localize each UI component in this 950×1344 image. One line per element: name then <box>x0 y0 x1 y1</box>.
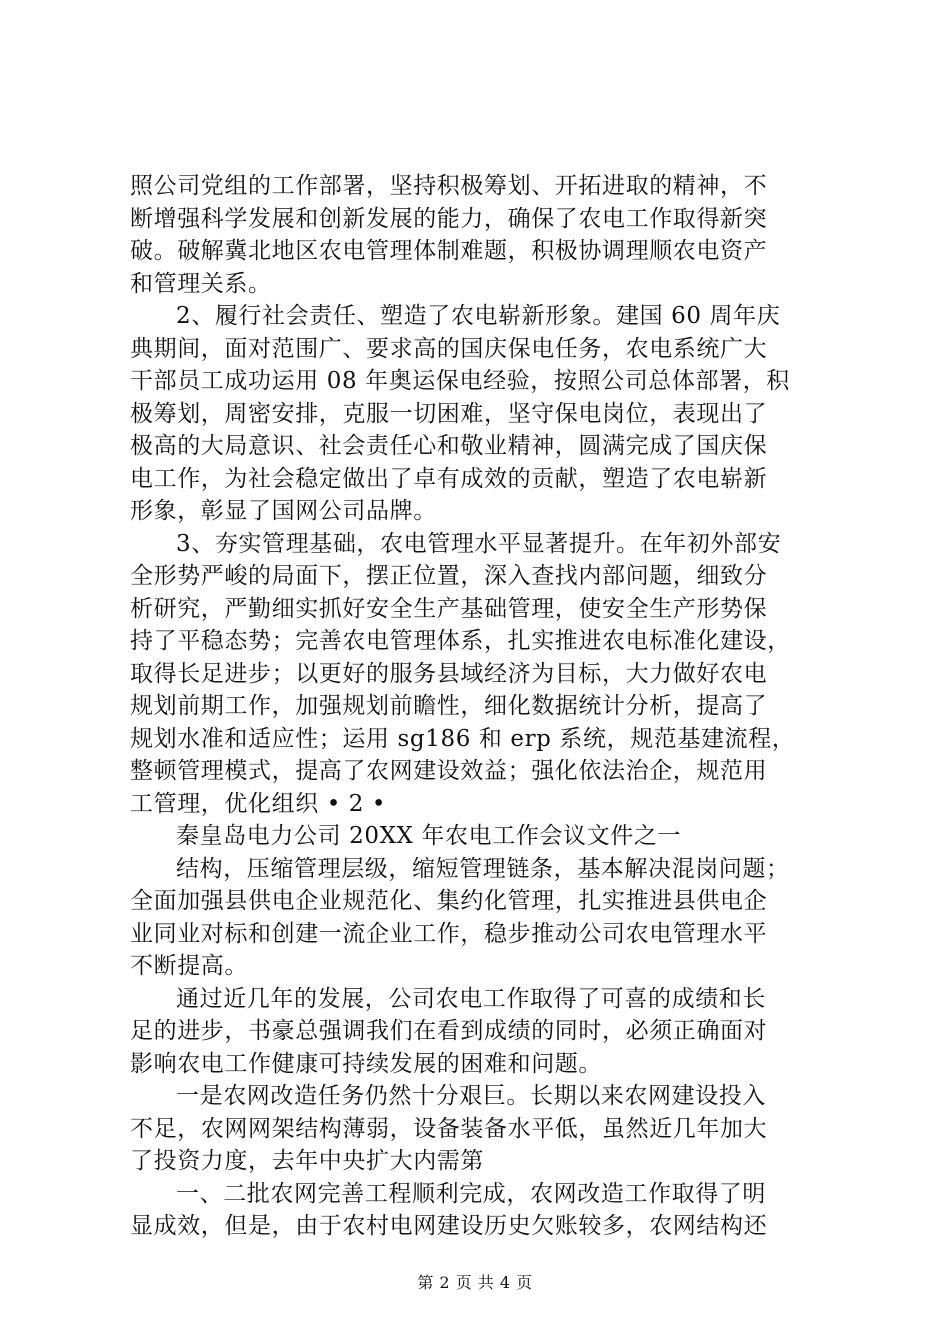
text-line: 极高的大局意识、社会责任心和敬业精神，圆满完成了国庆保 <box>130 433 768 459</box>
paragraph-start-line: 一是农网改造任务仍然十分艰巨。长期以来农网建设投入 <box>176 1083 766 1109</box>
text-line: 形象，彰显了国网公司品牌。 <box>130 498 437 524</box>
text-line: 破。破解冀北地区农电管理体制难题，积极协调理顺农电资产 <box>130 238 768 264</box>
text-line: 持了平稳态势；完善农电管理体系，扎实推进农电标准化建设， <box>130 628 791 654</box>
text-line: 典期间，面对范围广、要求高的国庆保电任务，农电系统广大 <box>130 335 768 362</box>
text-line: 业同业对标和创建一流企业工作，稳步推动公司农电管理水平 <box>130 920 768 947</box>
text-line: 取得长足进步；以更好的服务县域经济为目标，大力做好农电 <box>130 660 768 687</box>
text-line: 断增强科学发展和创新发展的能力，确保了农电工作取得新突 <box>130 205 768 232</box>
text-line: 干部员工成功运用 08 年奥运保电经验，按照公司总体部署，积 <box>130 368 790 394</box>
text-line: 规划水准和适应性；运用 sg186 和 erp 系统，规范基建流程， <box>130 725 796 752</box>
text-line: 析研究，严勤细实抓好安全生产基础管理，使安全生产形势保 <box>130 595 768 622</box>
document-header-line: 秦皇岛电力公司 20XX 年农电工作会议文件之一 <box>176 823 682 849</box>
text-line: 了投资力度，去年中央扩大内需第 <box>130 1148 484 1174</box>
text-line: 工管理，优化组织 • 2 • <box>130 790 387 817</box>
text-line: 全面加强县供电企业规范化、集约化管理，扎实推进县供电企 <box>130 888 768 914</box>
paragraph-start-line: 2、履行社会责任、塑造了农电崭新形象。建国 60 周年庆 <box>176 303 781 329</box>
text-line: 极筹划，周密安排，克服一切困难，坚守保电岗位，表现出了 <box>130 400 768 427</box>
text-line: 足的进步，书豪总强调我们在看到成绩的同时，必须正确面对 <box>130 1018 768 1044</box>
paragraph-start-line: 3、夯实管理基础，农电管理水平显著提升。在年初外部安 <box>176 530 782 557</box>
text-line: 整顿管理模式，提高了农网建设效益；强化依法治企，规范用 <box>130 758 768 784</box>
text-line: 显成效，但是，由于农村电网建设历史欠账较多，农网结构还 <box>130 1213 768 1239</box>
text-line: 规划前期工作，加强规划前瞻性，细化数据统计分析，提高了 <box>130 693 768 719</box>
text-line: 和管理关系。 <box>130 270 272 297</box>
text-line: 照公司党组的工作部署，坚持积极筹划、开拓进取的精神，不 <box>130 173 768 199</box>
text-line: 不足，农网网架结构薄弱，设备装备水平低，虽然近几年加大 <box>130 1115 768 1142</box>
text-line: 不断提高。 <box>130 953 248 979</box>
text-line: 电工作，为社会稳定做出了卓有成效的贡献，塑造了农电崭新 <box>130 465 768 492</box>
paragraph-start-line: 通过近几年的发展，公司农电工作取得了可喜的成绩和长 <box>176 985 766 1012</box>
document-body <box>130 170 830 1243</box>
text-line: 全形势严峻的局面下，摆正位置，深入查找内部问题，细致分 <box>130 563 768 589</box>
page-number-footer: 第 2 页 共 4 页 <box>417 1273 533 1292</box>
paragraph-start-line: 一、二批农网完善工程顺利完成，农网改造工作取得了明 <box>176 1180 766 1207</box>
paragraph-start-line: 结构，压缩管理层级，缩短管理链条，基本解决混岗问题； <box>176 855 790 882</box>
text-line: 影响农电工作健康可持续发展的困难和问题。 <box>130 1050 602 1077</box>
